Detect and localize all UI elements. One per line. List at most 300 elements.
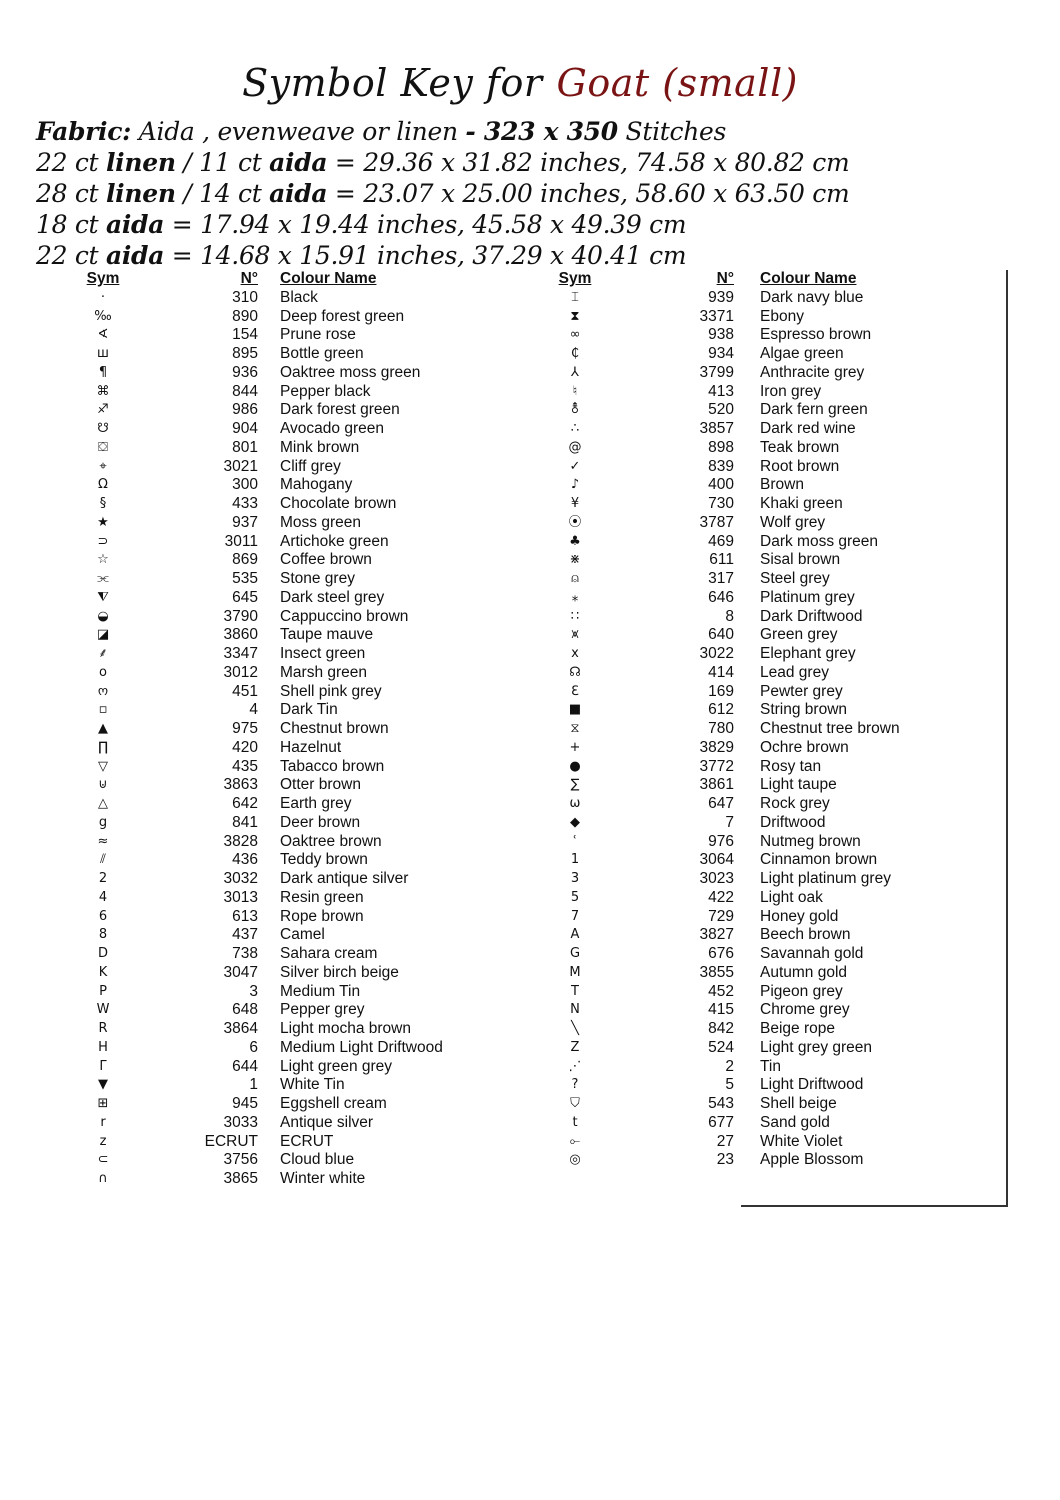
table-row [70, 851, 510, 870]
table-row [540, 758, 980, 777]
size-line [36, 240, 849, 271]
floss-number: 3799 [699, 363, 734, 381]
colour-name: Algae green [760, 345, 844, 362]
symbol-icon: ⦿ [568, 514, 582, 530]
floss-number: 3860 [223, 626, 258, 644]
table-row [70, 1058, 510, 1077]
floss-number: 3347 [223, 645, 258, 662]
size-fabric-alt: aida [269, 148, 328, 177]
colour-name: Otter brown [280, 776, 361, 794]
symbol-icon: ₵ [570, 346, 580, 361]
symbol-icon: ◪ [96, 627, 110, 643]
table-row [540, 795, 980, 814]
floss-number: 729 [708, 907, 734, 925]
symbol-icon: ▲ [98, 721, 108, 736]
floss-number: 934 [708, 345, 734, 362]
symbol-icon: ⧖ [570, 721, 580, 736]
floss-number: 738 [232, 945, 258, 962]
table-row [70, 289, 510, 308]
floss-number: 1 [249, 1076, 258, 1094]
colour-name: Camel [280, 926, 325, 944]
floss-number: 869 [232, 551, 258, 569]
table-row [70, 1076, 510, 1095]
table-row [540, 1039, 980, 1058]
table-row [540, 383, 980, 402]
colour-name: Shell beige [760, 1095, 837, 1112]
symbol-icon: ● [569, 758, 581, 774]
colour-name: Chocolate brown [280, 495, 397, 512]
colour-name: Dark antique silver [280, 870, 409, 887]
floss-number: 3064 [699, 851, 734, 869]
colour-name: Rosy tan [760, 757, 822, 775]
colour-name: Anthracite grey [760, 363, 865, 381]
size-line [36, 209, 849, 240]
floss-number: 3032 [223, 870, 258, 887]
table-row [70, 720, 510, 739]
floss-number: 435 [232, 757, 258, 775]
symbol-icon: ⧨ [97, 589, 109, 605]
table-row [540, 401, 980, 420]
table-row [540, 833, 980, 852]
table-row [540, 1076, 980, 1095]
table-row [540, 1058, 980, 1077]
symbol-icon: 1 [570, 852, 580, 868]
table-row [70, 1020, 510, 1039]
floss-number: 644 [232, 1057, 258, 1075]
table-row [540, 439, 980, 458]
floss-number: 936 [232, 363, 258, 381]
symbol-icon: ⌘ [96, 383, 110, 399]
colour-name: Tin [760, 1057, 781, 1075]
colour-name: Rock grey [760, 795, 830, 812]
table-row [540, 570, 980, 589]
floss-number: 646 [708, 588, 734, 606]
floss-number: ECRUT [204, 1132, 258, 1150]
size-count: 22 ct [36, 148, 106, 177]
symbol-icon: ¶ [98, 364, 108, 380]
table-row [70, 1151, 510, 1170]
table-row [540, 1133, 980, 1152]
colour-name: String brown [760, 701, 848, 719]
colour-name: Rope brown [280, 907, 364, 925]
symbol-icon: ⫽ [100, 852, 106, 868]
symbol-icon: ▽ [98, 758, 108, 774]
symbol-icon: ▫ [98, 702, 108, 718]
colour-name: Pewter grey [760, 682, 843, 700]
table-row [70, 1095, 510, 1114]
table-row [70, 364, 510, 383]
table-row [70, 739, 510, 758]
symbol-icon: ∷ [570, 608, 580, 624]
colour-name: Cloud blue [280, 1151, 355, 1169]
floss-number: 169 [708, 682, 734, 700]
table-row [540, 664, 980, 683]
symbol-icon: ⊍ [98, 777, 108, 793]
symbol-icon: ♐ [97, 402, 109, 418]
table-row [540, 683, 980, 702]
table-row [540, 814, 980, 833]
floss-number: 612 [708, 701, 734, 719]
colour-name: Taupe mauve [280, 626, 374, 644]
colour-name: Espresso brown [760, 326, 872, 344]
floss-number: 895 [232, 345, 258, 362]
symbol-icon: ♮ [572, 383, 578, 399]
colour-name: Deep forest green [280, 307, 405, 325]
floss-number: 640 [708, 626, 734, 644]
floss-number: 27 [716, 1132, 734, 1150]
table-row [70, 945, 510, 964]
colour-name: Light oak [760, 888, 823, 906]
floss-number: 976 [708, 832, 734, 850]
table-row [540, 458, 980, 477]
symbol-icon: ო [97, 683, 109, 699]
table-row [540, 945, 980, 964]
table-row [70, 664, 510, 683]
colour-name: Stone grey [280, 570, 355, 587]
table-row [540, 889, 980, 908]
floss-number: 3787 [699, 513, 734, 531]
colour-name: Ochre brown [760, 738, 849, 756]
colour-name: Iron grey [760, 382, 822, 400]
colour-name: Medium Tin [280, 982, 361, 1000]
colour-name: Tabacco brown [280, 757, 385, 775]
colour-name: Brown [760, 476, 804, 494]
floss-number: 801 [232, 438, 258, 456]
symbol-icon: ⛉ [570, 1096, 580, 1111]
colour-name: Coffee brown [280, 551, 372, 569]
table-row [70, 983, 510, 1002]
table-row [540, 776, 980, 795]
floss-number: 3855 [699, 963, 734, 981]
floss-number: 422 [708, 888, 734, 906]
colour-name: Dark forest green [280, 401, 400, 419]
floss-number: 3033 [223, 1113, 258, 1131]
symbol-icon: 5 [570, 889, 580, 905]
symbol-icon: ⸙ [98, 646, 108, 661]
floss-number: 3827 [699, 926, 734, 944]
colour-name: Elephant grey [760, 645, 856, 662]
symbol-icon: Ω [98, 477, 108, 493]
floss-number: 3013 [223, 888, 258, 906]
size-dims: = 17.94 x 19.44 inches, 45.58 x 49.39 cm [164, 210, 687, 239]
table-row [70, 551, 510, 570]
table-row [70, 458, 510, 477]
symbol-icon: ⚨ [569, 402, 581, 418]
colour-name: Cinnamon brown [760, 851, 878, 869]
table-row [540, 1020, 980, 1039]
symbol-icon: ◆ [570, 814, 580, 830]
table-row [540, 926, 980, 945]
symbol-icon: ☆ [97, 552, 109, 568]
table-row [540, 626, 980, 645]
table-row [540, 908, 980, 927]
colour-name: Cliff grey [280, 457, 341, 475]
table-row [540, 1001, 980, 1020]
size-fabric-alt: aida [269, 179, 328, 208]
symbol-icon: P [99, 983, 107, 999]
floss-number: 844 [232, 382, 258, 400]
floss-number: 300 [232, 476, 258, 494]
table-row [540, 326, 980, 345]
stitch-dims: - 323 x 350 [465, 117, 618, 146]
floss-number: 3011 [224, 532, 258, 550]
symbol-icon: T [571, 983, 579, 999]
size-dims: = 29.36 x 31.82 inches, 74.58 x 80.82 cm [327, 148, 850, 177]
symbol-icon: ⩙ [571, 627, 579, 643]
colour-name: Light grey green [760, 1038, 873, 1056]
floss-number: 524 [708, 1038, 734, 1056]
colour-name: Dark red wine [760, 420, 856, 437]
colour-name: Sisal brown [760, 551, 841, 569]
colour-name: Hazelnut [280, 738, 342, 756]
size-sep: / 14 ct [175, 179, 270, 208]
symbol-icon: ◎ [569, 1152, 581, 1168]
table-row [70, 383, 510, 402]
colour-name: Beech brown [760, 926, 851, 944]
floss-number: 413 [708, 382, 734, 400]
colour-name: Pigeon grey [760, 982, 843, 1000]
floss-number: 7 [725, 813, 734, 831]
table-row [540, 964, 980, 983]
symbol-icon: M [569, 964, 581, 980]
table-row [70, 495, 510, 514]
colour-name: Mink brown [280, 438, 360, 456]
header-sym: Sym [558, 270, 592, 287]
floss-number: 642 [232, 795, 258, 812]
floss-number: 400 [708, 476, 734, 494]
symbol-icon: 6 [98, 908, 108, 924]
floss-number: 613 [232, 907, 258, 925]
table-row [540, 308, 980, 327]
size-fabric: linen [105, 148, 176, 177]
floss-number: 310 [232, 288, 258, 306]
floss-number: 975 [232, 720, 258, 737]
symbol-icon: ⁎ [571, 589, 579, 605]
table-row [540, 1095, 980, 1114]
symbol-icon: 4 [98, 889, 108, 905]
colour-name: Apple Blossom [760, 1151, 864, 1169]
table-row [70, 701, 510, 720]
table-row [540, 851, 980, 870]
symbol-icon: W [96, 1002, 110, 1018]
floss-number: 730 [708, 495, 734, 512]
symbol-icon: 7 [570, 908, 580, 924]
symbol-icon: § [99, 496, 107, 511]
floss-number: 611 [709, 551, 734, 569]
colour-name: Earth grey [280, 795, 352, 812]
symbol-icon: 8 [98, 927, 108, 943]
symbol-icon: ∩ [98, 1171, 108, 1186]
symbol-icon: ⫘ [97, 571, 109, 586]
table-row [70, 626, 510, 645]
floss-number: 433 [232, 495, 258, 512]
colour-name: Autumn gold [760, 963, 848, 981]
symbol-icon: o [99, 664, 107, 680]
floss-number: 3 [249, 982, 258, 1000]
colour-name: Marsh green [280, 663, 368, 681]
symbol-table-right [540, 270, 980, 1170]
floss-number: 676 [708, 945, 734, 962]
fabric-specs [36, 116, 849, 271]
symbol-icon: ♣ [569, 533, 581, 549]
symbol-icon: K [98, 964, 108, 980]
floss-number: 648 [232, 1001, 258, 1019]
table-row [540, 514, 980, 533]
colour-name: Nutmeg brown [760, 832, 861, 850]
floss-number: 780 [708, 720, 734, 737]
colour-name: Winter white [280, 1170, 366, 1187]
table-row [540, 589, 980, 608]
symbol-icon: ʿ [573, 833, 577, 849]
table-row [70, 308, 510, 327]
fabric-label: Fabric: [36, 117, 132, 146]
table-row [70, 758, 510, 777]
table-row [540, 1114, 980, 1133]
floss-number: 317 [708, 570, 734, 587]
table-row [540, 476, 980, 495]
pattern-name: Goat (small) [556, 61, 798, 105]
symbol-icon: ⟜ [569, 1133, 581, 1149]
symbol-icon: 2 [98, 871, 108, 886]
table-row [540, 645, 980, 664]
symbol-icon: Z [570, 1039, 580, 1055]
floss-number: 677 [708, 1113, 734, 1131]
floss-number: 937 [232, 513, 258, 531]
colour-name: Sand gold [760, 1113, 830, 1131]
colour-name: Antique silver [280, 1113, 374, 1131]
colour-name: Black [280, 288, 318, 306]
table-row [70, 926, 510, 945]
floss-number: 437 [232, 926, 258, 944]
symbol-icon: ⊂ [97, 1152, 109, 1168]
table-row [540, 551, 980, 570]
colour-name: Beige rope [760, 1020, 835, 1037]
colour-name: Medium Light Driftwood [280, 1038, 443, 1056]
table-row [540, 1151, 980, 1170]
table-row [540, 739, 980, 758]
table-row [70, 514, 510, 533]
size-count: 18 ct [36, 210, 106, 239]
floss-number: 451 [232, 682, 258, 700]
colour-name: Lead grey [760, 663, 829, 681]
floss-number: 420 [232, 738, 258, 756]
symbol-icon: ⊞ [97, 1096, 109, 1111]
table-row [70, 870, 510, 889]
size-line [36, 178, 849, 209]
table-body-right [540, 289, 980, 1170]
stitch-label: Stitches [617, 117, 727, 146]
size-count: 22 ct [36, 241, 106, 270]
symbol-icon: ▼ [98, 1077, 108, 1093]
floss-number: 535 [232, 570, 258, 587]
colour-name: Deer brown [280, 813, 361, 831]
colour-name: Light Driftwood [760, 1076, 864, 1094]
symbol-icon: ✓ [569, 458, 581, 474]
floss-number: 3857 [699, 420, 734, 437]
page-title [0, 58, 1040, 108]
colour-name: Cappuccino brown [280, 607, 409, 625]
colour-name: Root brown [760, 457, 840, 475]
symbol-icon: ∴ [570, 421, 580, 436]
colour-name: Moss green [280, 513, 361, 531]
floss-number: 436 [232, 851, 258, 869]
table-row [70, 889, 510, 908]
floss-number: 841 [232, 813, 258, 831]
symbol-icon: ≈ [97, 833, 109, 849]
table-row [70, 420, 510, 439]
table-row [70, 608, 510, 627]
table-row [70, 439, 510, 458]
symbol-table-left [70, 270, 510, 1189]
floss-number: 842 [708, 1020, 734, 1037]
colour-name: Pepper black [280, 382, 371, 400]
table-row [70, 570, 510, 589]
colour-name: Dark moss green [760, 532, 879, 550]
table-row [70, 645, 510, 664]
colour-name: Oaktree moss green [280, 363, 421, 381]
colour-name: Mahogany [280, 476, 353, 494]
colour-name: Honey gold [760, 907, 839, 925]
symbol-icon: ∢ [97, 327, 109, 343]
size-fabric: linen [105, 179, 176, 208]
table-border-bottom [741, 1205, 1008, 1207]
colour-name: Silver birch beige [280, 963, 399, 981]
symbol-icon: ∑ [570, 777, 580, 793]
symbol-icon: t [572, 1114, 578, 1130]
colour-name: Light taupe [760, 776, 837, 794]
size-dims: = 14.68 x 15.91 inches, 37.29 x 40.41 cm [164, 241, 687, 270]
symbol-icon: ⅄ [571, 364, 579, 380]
floss-number: 4 [249, 701, 258, 719]
symbol-icon: A [570, 927, 580, 943]
colour-name: Eggshell cream [280, 1095, 387, 1112]
table-row [540, 533, 980, 552]
size-line [36, 147, 849, 178]
colour-name: Steel grey [760, 570, 830, 587]
colour-name: Chestnut brown [280, 720, 389, 737]
table-row [540, 870, 980, 889]
symbol-icon: R [98, 1021, 108, 1036]
symbol-icon: ■ [568, 702, 582, 718]
table-row [70, 345, 510, 364]
colour-name: Chrome grey [760, 1001, 850, 1019]
floss-number: 3828 [223, 832, 258, 850]
header-num: N° [240, 270, 258, 287]
table-row [540, 720, 980, 739]
floss-number: 945 [232, 1095, 258, 1112]
size-count: 28 ct [36, 179, 106, 208]
floss-number: 6 [249, 1038, 258, 1056]
colour-name: ECRUT [280, 1132, 334, 1150]
floss-number: 5 [725, 1076, 734, 1094]
colour-name: Light green grey [280, 1057, 393, 1075]
floss-number: 414 [708, 663, 734, 681]
symbol-icon: H [98, 1039, 108, 1055]
symbol-icon: ☊ [569, 664, 581, 680]
symbol-icon: ? [571, 1077, 579, 1093]
floss-number: 904 [232, 420, 258, 437]
colour-name: Teddy brown [280, 851, 368, 869]
floss-number: 839 [708, 457, 734, 475]
floss-number: 3861 [699, 776, 734, 794]
colour-name: Savannah gold [760, 945, 864, 962]
table-row [70, 1039, 510, 1058]
colour-name: Oaktree brown [280, 832, 382, 850]
colour-name: Green grey [760, 626, 838, 644]
table-row [70, 795, 510, 814]
symbol-icon: @ [568, 439, 582, 455]
symbol-icon: ◒ [97, 608, 109, 624]
